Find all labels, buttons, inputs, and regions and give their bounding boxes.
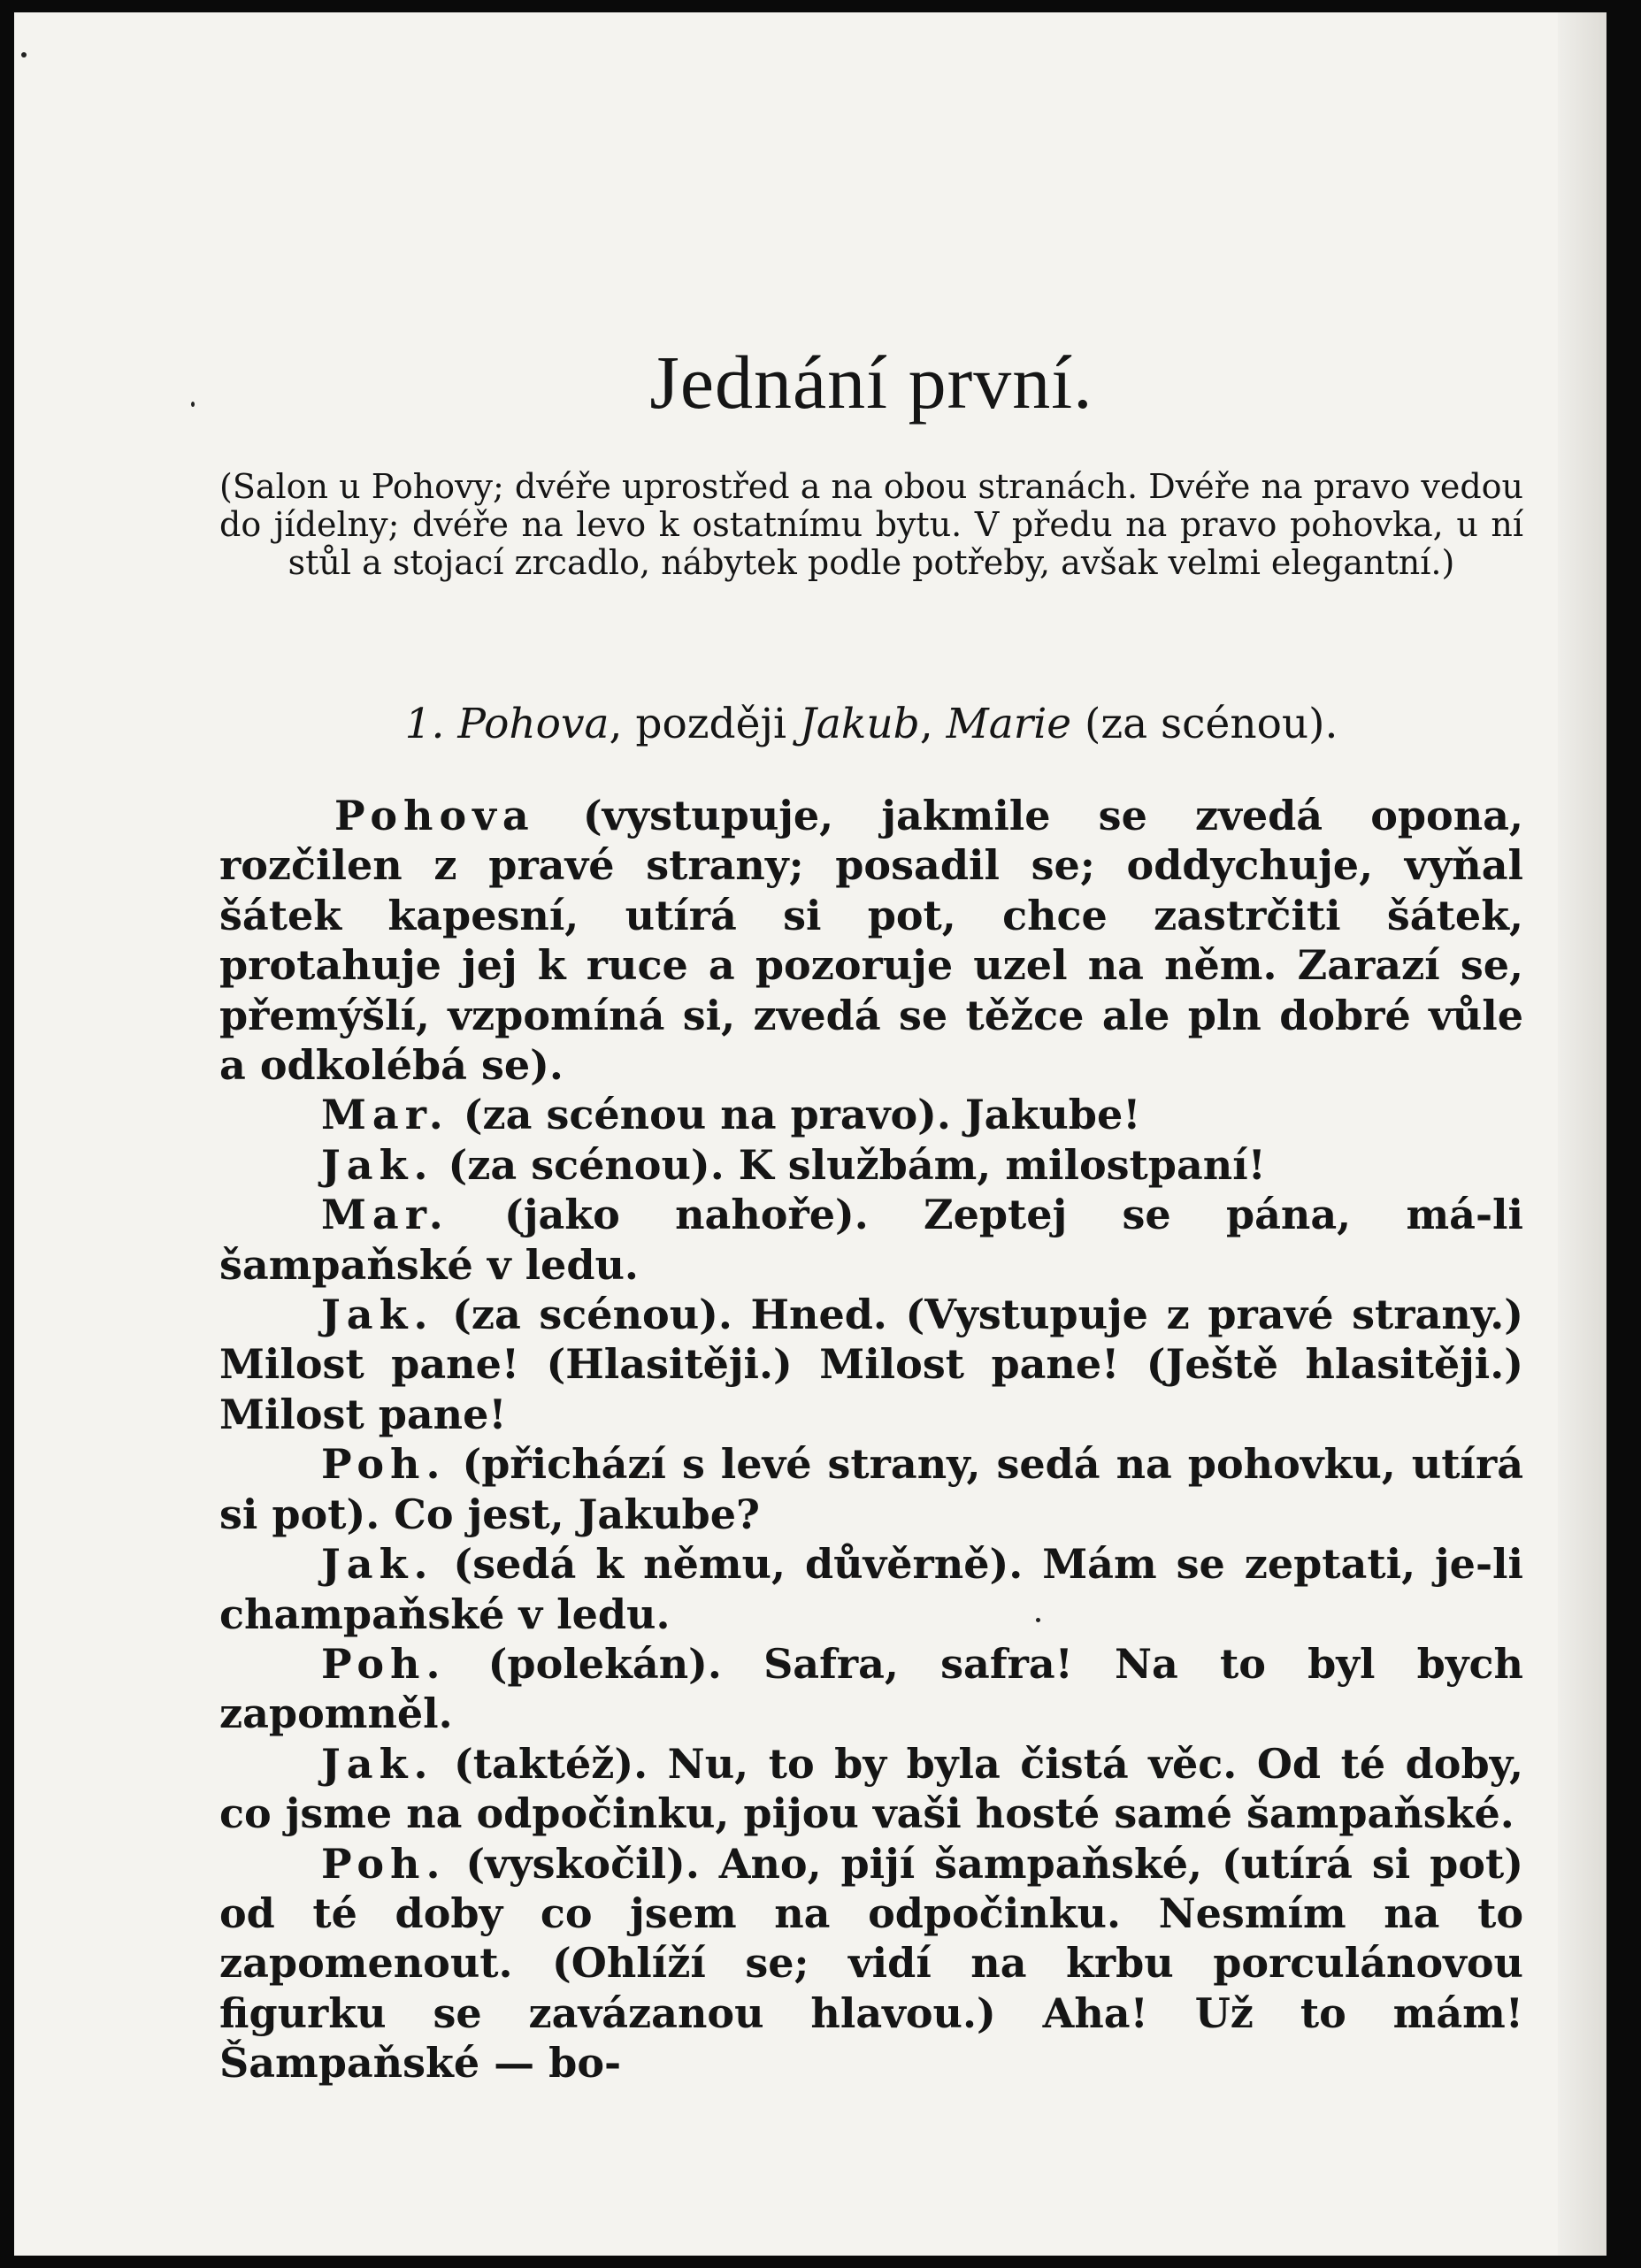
dialogue-line [219, 1090, 1523, 1139]
book-page [14, 12, 1606, 2256]
scene-character-2: Jakub [800, 700, 920, 748]
speaker-name: Pohova [334, 792, 535, 839]
speaker-name: Jak. [321, 1291, 434, 1339]
scene-text-3: (za scénou). [1071, 700, 1338, 748]
dialogue-line [219, 1190, 1523, 1290]
scene-character-1: Pohova [457, 700, 610, 748]
speech-text: (vyskočil). Ano, pijí šampaňské, (utírá si pot) od té doby co jsem na odpočinku. Nesmím na to zapomenout. (Ohlíží se; vidí na krbu porculánovou figurku se zavázanou hlavou.) Aha! Už to mám! Šampaňské — bo- [219, 1839, 1523, 2088]
speech-text: (za scénou). Hned. (Vystupuje z pravé strany.) Milost pane! (Hlasitěji.) Milost pane! (Ještě hlasitěji.) Milost pane! [219, 1291, 1523, 1438]
dialogue-line [219, 1539, 1523, 1639]
speech-text: (vystupuje, jakmile se zvedá opona, rozčilen z pravé strany; posadil se; oddychuje, vyňal šátek kapesní, utírá si pot, chce zastrčiti šátek, protahuje jej k ruce a pozoruje uzel na něm. Zarazí se, přemýšlí, vzpomíná si, zvedá se těžce ale pln dobré vůle a odkolébá se). [219, 792, 1523, 1090]
scene-heading [219, 698, 1523, 751]
dialogue-line [219, 1639, 1523, 1739]
speech-text: (přichází s levé strany, sedá na pohovku, utírá si pot). Co jest, Jakube? [219, 1440, 1523, 1538]
speaker-name: Jak. [321, 1140, 434, 1189]
speech-text: (sedá k němu, důvěrně). Mám se zeptati, je-li champaňské v ledu. [219, 1540, 1523, 1638]
dialogue [219, 791, 1523, 2088]
dialogue-line [219, 1839, 1523, 2088]
ink-speck [191, 402, 195, 407]
dialogue-line [219, 791, 1523, 1090]
scene-text-2: , [919, 700, 947, 748]
speaker-name: Poh. [321, 1639, 447, 1688]
speech-text: (jako nahoře). Zeptej se pána, má-li šampaňské v ledu. [219, 1191, 1523, 1289]
speaker-name: Poh. [321, 1839, 447, 1888]
dialogue-line [219, 1290, 1523, 1439]
speaker-name: Mar. [321, 1191, 449, 1239]
scene-character-3: Marie [946, 700, 1072, 748]
scene-number: 1. [404, 700, 445, 748]
speech-text: (za scénou na pravo). Jakube! [449, 1091, 1141, 1139]
speaker-name: Jak. [321, 1739, 434, 1788]
speaker-name: Poh. [321, 1440, 447, 1489]
speech-text: (za scénou). K službám, milostpaní! [433, 1140, 1266, 1189]
dialogue-line [219, 1739, 1523, 1839]
speech-text: (taktéž). Nu, to by byla čistá věc. Od té doby, co jsme na odpočinku, pijou vaši hosté samé šampaňské. [219, 1739, 1523, 1838]
act-title: Jednání první. [649, 340, 1093, 425]
ink-speck [21, 52, 27, 57]
stage-direction: (Salon u Pohovy; dvéře uprostřed a na obou stranách. Dvéře na pravo vedou do jídelny; dvéře na levo k ostatnímu bytu. V předu na pravo pohovka, u ní stůl a stojací zrcadlo, nábytek podle potřeby, avšak velmi elegantní.) [219, 467, 1523, 582]
scene-text-1: , později [609, 700, 800, 748]
page-edge [1558, 12, 1606, 2256]
dialogue-line [219, 1439, 1523, 1539]
speech-text: (polekán). Safra, safra! Na to byl bych zapomněl. [219, 1639, 1523, 1738]
speaker-name: Jak. [321, 1540, 434, 1589]
dialogue-line [219, 1140, 1523, 1190]
speaker-name: Mar. [321, 1091, 449, 1139]
